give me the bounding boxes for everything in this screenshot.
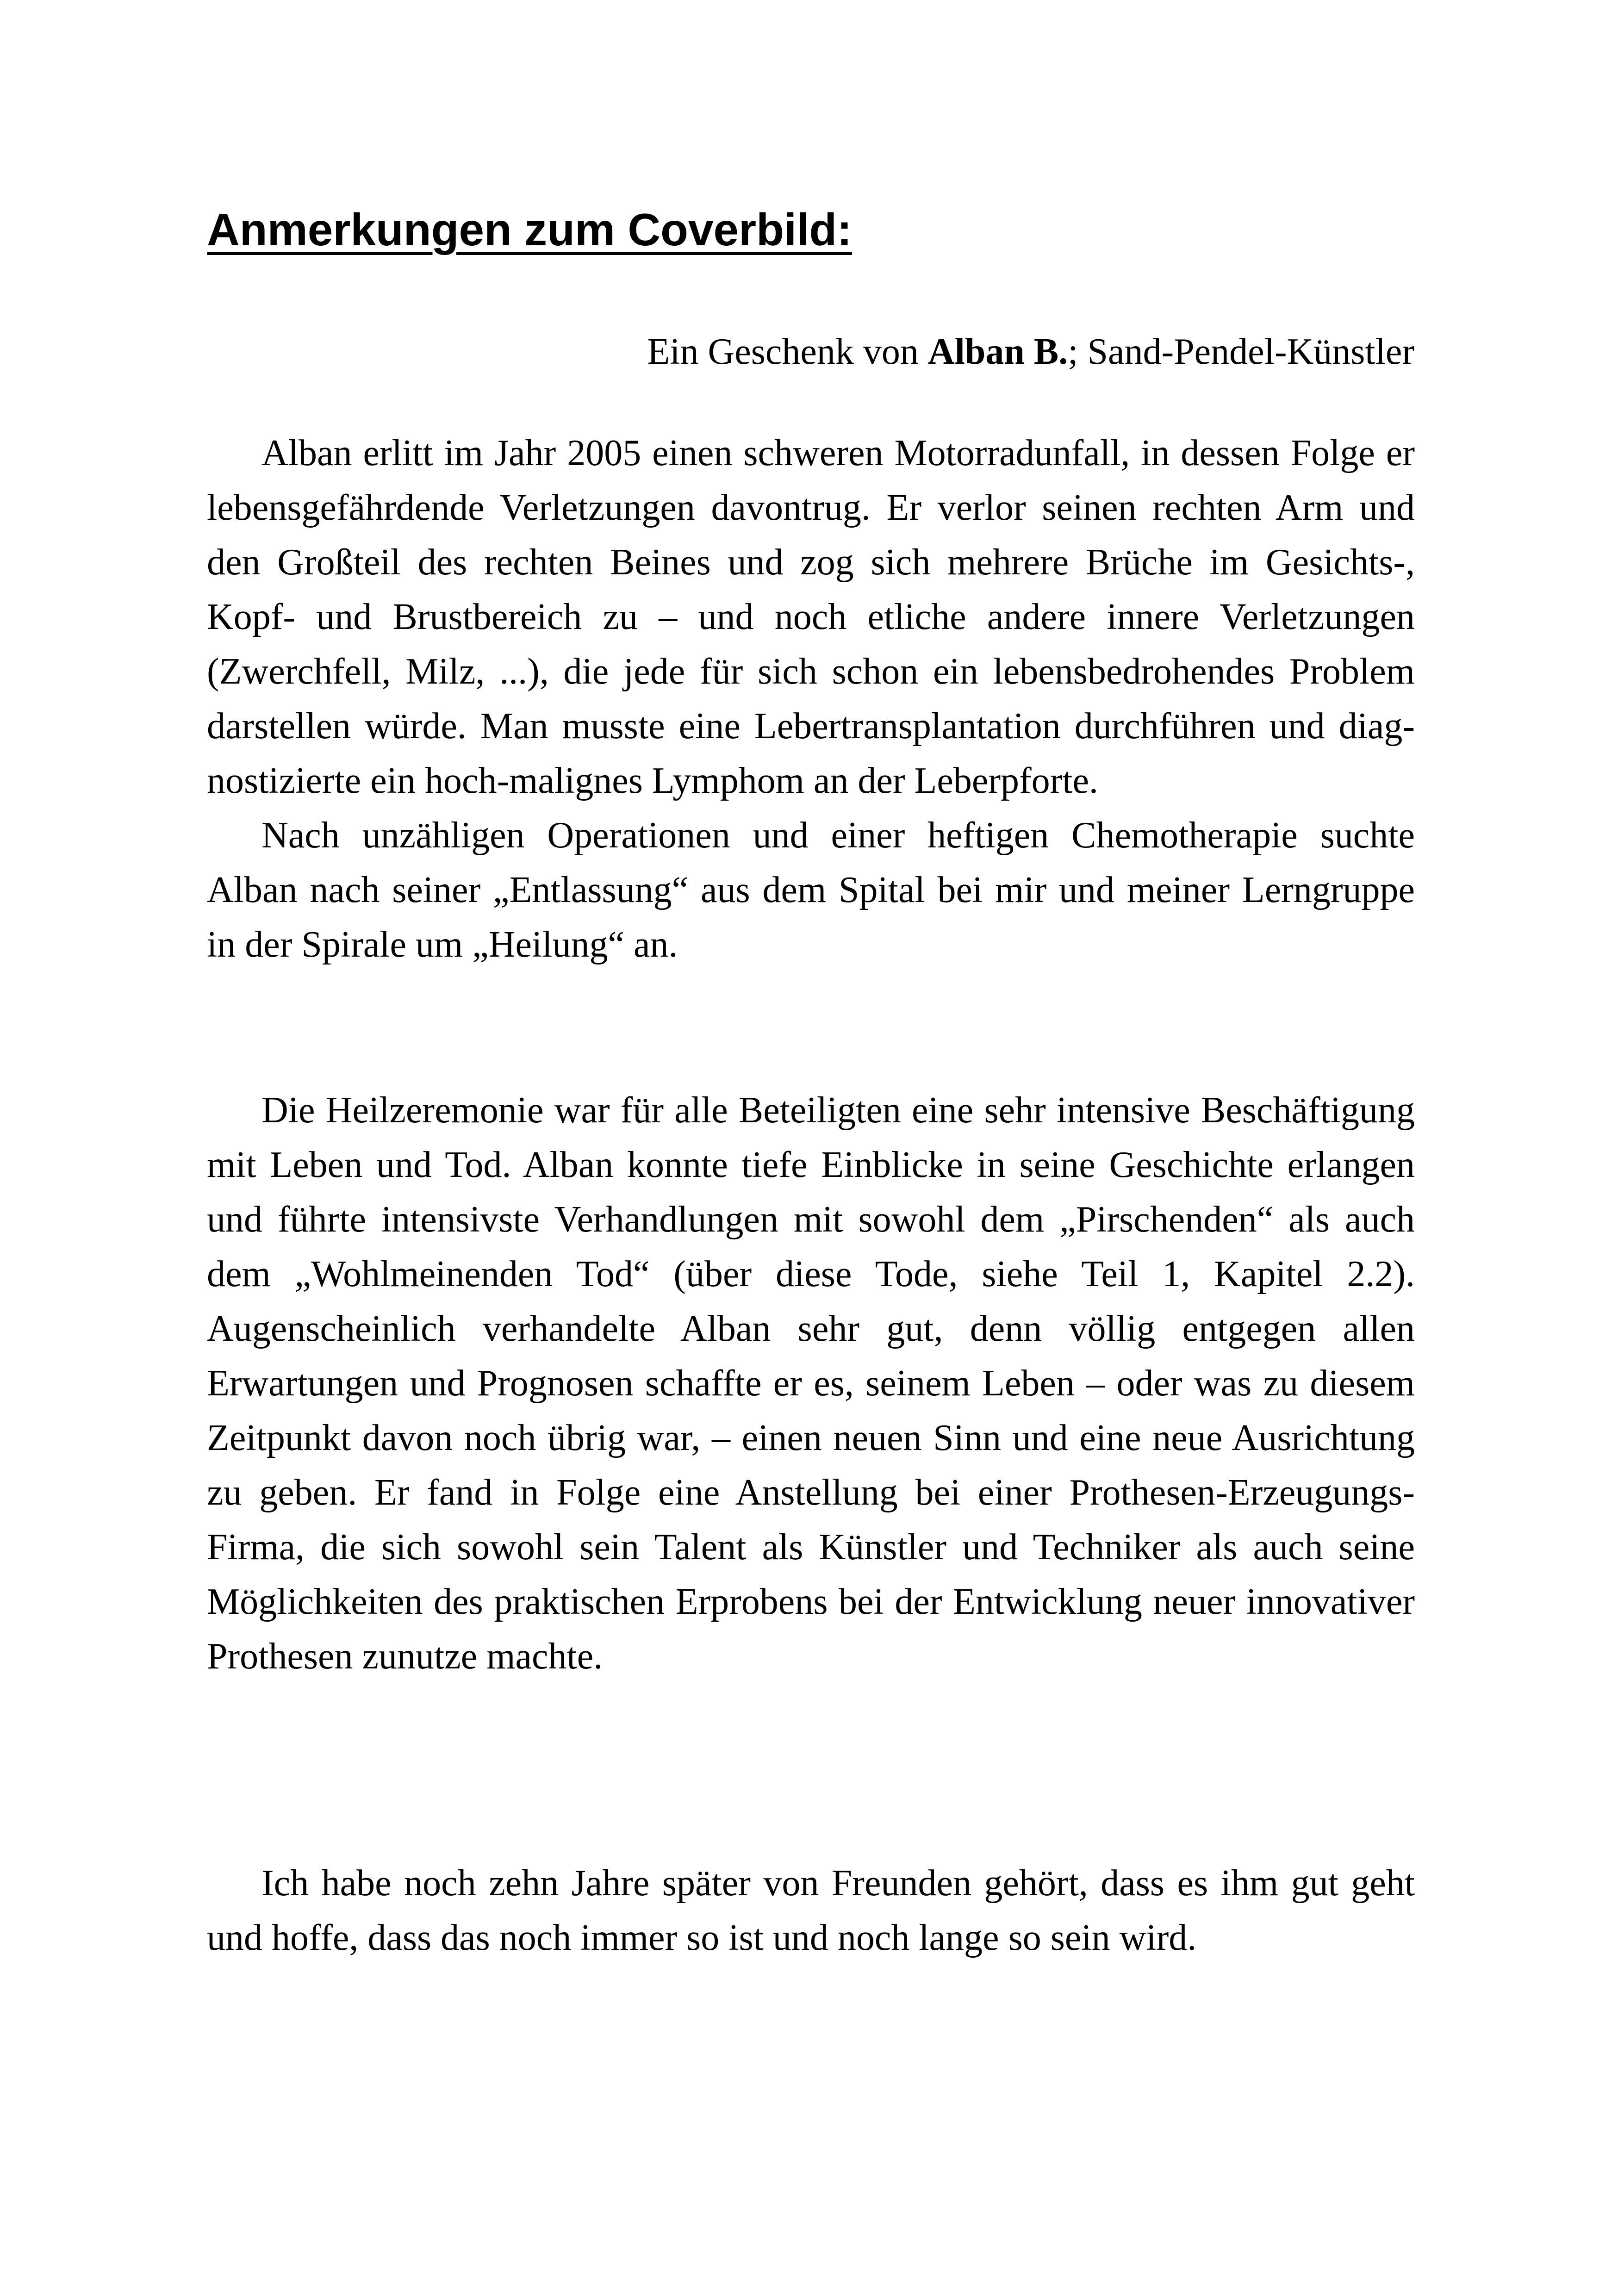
artist-name: Alban B.	[927, 331, 1068, 372]
paragraph-accident: Alban erlitt im Jahr 2005 einen schweren Motorradunfall, in dessen Folge er lebensgefährdende Verletzungen davontrug. Er verlor seinen rechten Arm und den Großteil des rechten Beines und zog sich mehrere Brüche im Gesichts-, Kopf- und Brustbereich zu – und noch etliche andere innere Verletzungen (Zwerchfell, Milz, ...), die jede für sich schon ein lebensbedrohendes Problem darstellen würde. Man musste eine Lebertransplantation durchführen und diagnostizierte ein hoch-malignes Lymphom an der Leberpforte.	[207, 433, 1415, 801]
paragraph-treatment: Nach unzähligen Operationen und einer heftigen Chemotherapie suchte Alban nach seiner „Entlassung“ aus dem Spital bei mir und meiner Lerngruppe in der Spirale um „Heilung“ an.	[207, 815, 1415, 965]
text-block-outcome	[207, 1856, 1415, 1965]
dedication-line	[647, 324, 1414, 380]
text-block-ceremony	[207, 1083, 1415, 1684]
dedication-suffix: ; Sand-Pendel-Künstler	[1068, 331, 1414, 372]
text-block-accident	[207, 426, 1415, 972]
paragraph-outcome: Ich habe noch zehn Jahre später von Freunden gehört, dass es ihm gut geht und hoffe, dass das noch immer so ist und noch lange so sein wird.	[207, 1863, 1415, 1958]
paragraph-ceremony: Die Heilzeremonie war für alle Beteiligten eine sehr intensive Beschäftigung mit Leben und Tod. Alban konnte tiefe Einblicke in seine Geschichte erlangen und führte intensivste Verhandlungen mit sowohl dem „Pirschenden“ als auch dem „Wohlmeinenden Tod“ (über diese Tode, siehe Teil 1, Kapitel 2.2). Augenscheinlich verhandelte Alban sehr gut, denn völlig entgegen allen Erwartungen und Prognosen schaffte er es, seinem Leben – oder was zu diesem Zeitpunkt davon noch übrig war, – einen neuen Sinn und eine neue Ausrichtung zu geben. Er fand in Folge eine Anstellung bei einer Prothesen-Erzeugungs-Firma, die sich sowohl sein Talent als Künstler und Techniker als auch seine Möglichkeiten des praktischen Erprobens bei der Entwicklung neuer innovativer Prothesen zunutze machte.	[207, 1090, 1415, 1677]
dedication-prefix: Ein Geschenk von	[647, 331, 928, 372]
page-heading: Anmerkungen zum Coverbild:	[207, 204, 852, 255]
